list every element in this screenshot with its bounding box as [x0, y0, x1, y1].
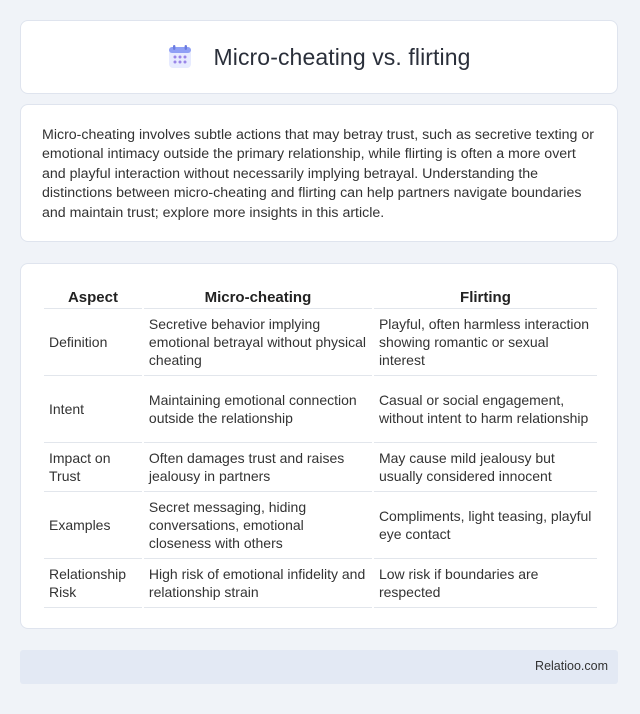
- table-row: [44, 559, 597, 608]
- table-row: [44, 376, 597, 443]
- micro-cheating-cell: High risk of emotional infidelity and relationship strain: [144, 559, 372, 608]
- table-row: [44, 492, 597, 559]
- footer-brand[interactable]: Relatioo.com: [535, 659, 608, 673]
- aspect-cell: Intent: [44, 376, 142, 443]
- flirting-cell: Casual or social engagement, without intent to harm relationship: [374, 376, 597, 443]
- micro-cheating-cell: Secretive behavior implying emotional betrayal without physical cheating: [144, 309, 372, 376]
- micro-cheating-cell: Often damages trust and raises jealousy in partners: [144, 443, 372, 492]
- aspect-cell: Definition: [44, 309, 142, 376]
- micro-cheating-cell: Secret messaging, hiding conversations, emotional closeness with others: [144, 492, 372, 559]
- comparison-table: [42, 286, 599, 608]
- footer-bar: [20, 650, 618, 684]
- flirting-cell: Low risk if boundaries are respected: [374, 559, 597, 608]
- page-title: Micro-cheating vs. flirting: [213, 43, 471, 70]
- flirting-cell: Playful, often harmless interaction showing romantic or sexual interest: [374, 309, 597, 376]
- intro-card: [20, 104, 618, 242]
- table-row: [44, 443, 597, 492]
- column-header-aspect: Aspect: [44, 286, 142, 309]
- table-row: [44, 309, 597, 376]
- title-card: [20, 20, 618, 94]
- comparison-card: [20, 263, 618, 629]
- column-header-micro-cheating: Micro-cheating: [144, 286, 372, 309]
- intro-paragraph: Micro-cheating involves subtle actions that may betray trust, such as secretive texting or emotional intimacy outside the primary relationship, while flirting is often a more overt and playful interaction without necessarily implying betrayal. Understanding the distinctions between micro-cheating and flirting can help partners navigate boundaries and maintain trust; explore more insights in this article.: [42, 127, 594, 221]
- aspect-cell: Examples: [44, 492, 142, 559]
- micro-cheating-cell: Maintaining emotional connection outside the relationship: [144, 376, 372, 443]
- aspect-cell: Impact on Trust: [44, 443, 142, 492]
- flirting-cell: May cause mild jealousy but usually considered innocent: [374, 443, 597, 492]
- aspect-cell: Relationship Risk: [44, 559, 142, 608]
- flirting-cell: Compliments, light teasing, playful eye contact: [374, 492, 597, 559]
- column-header-flirting: Flirting: [374, 286, 597, 309]
- calendar-grid-icon: [167, 44, 193, 70]
- table-header-row: [44, 286, 597, 309]
